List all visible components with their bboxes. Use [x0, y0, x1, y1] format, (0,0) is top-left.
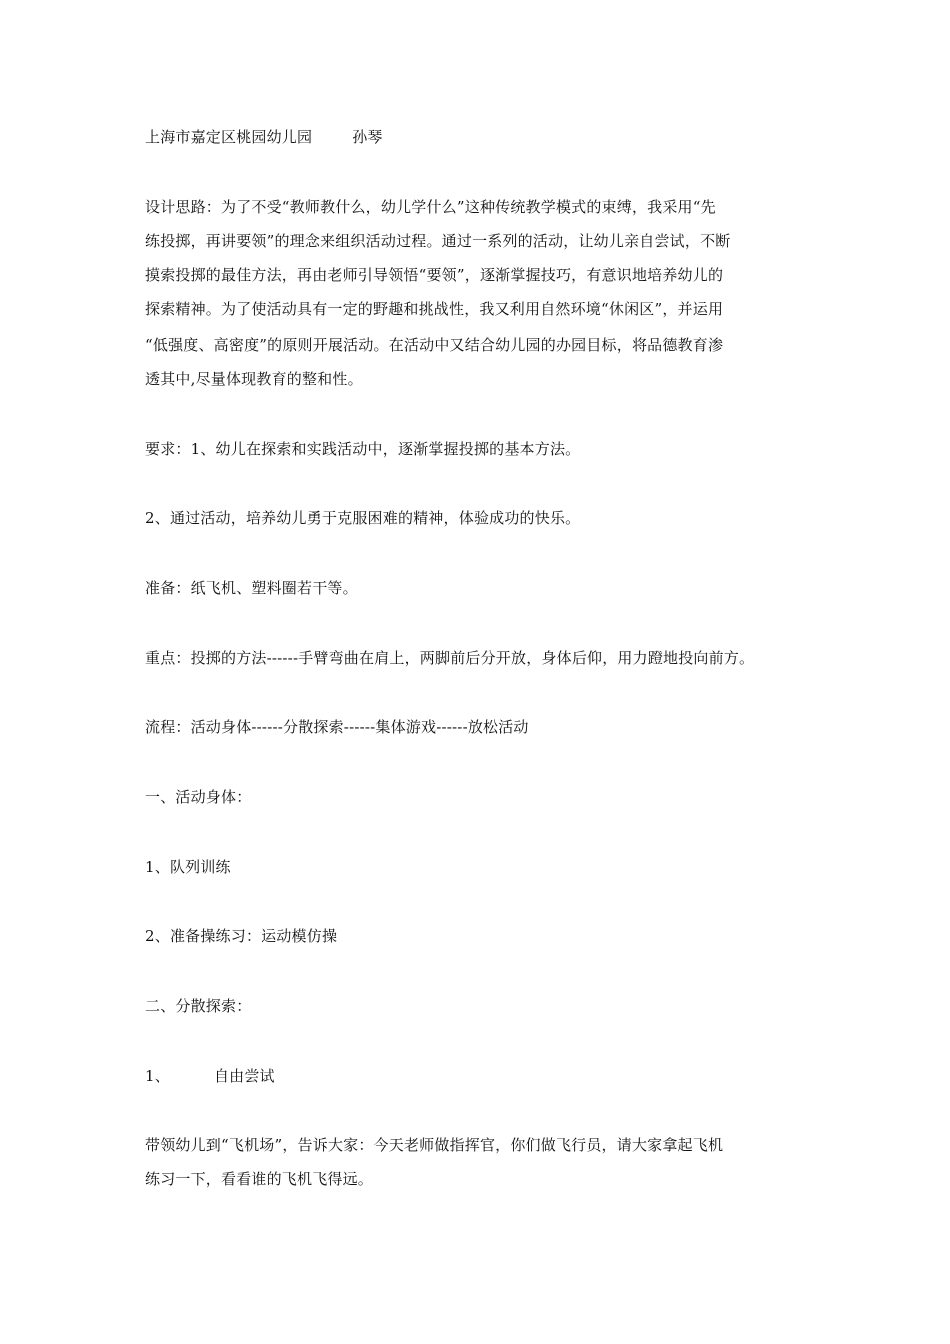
- key-point-line: 重点：投掷的方法------手臂弯曲在肩上，两脚前后分开放，身体后仰，用力蹬地投向前方。: [145, 649, 755, 667]
- process-line: 流程：活动身体------分散探索------集体游戏------放松活动: [145, 718, 529, 736]
- section1-item-1: 1、队列训练: [145, 858, 231, 876]
- requirement-1: 要求：1、幼儿在探索和实践活动中，逐渐掌握投掷的基本方法。: [145, 440, 581, 458]
- section1-title: 一、活动身体：: [145, 788, 252, 806]
- section2-item-1: [145, 1066, 275, 1086]
- section2-item-1-number: 1、: [145, 1067, 170, 1085]
- section2-item-1-text: 自由尝试: [213, 1067, 275, 1085]
- section1-item-2: 2、准备操练习：运动模仿操: [145, 927, 338, 945]
- design-line-1: 设计思路：为了不受“教师教什么，幼儿学什么”这种传统教学模式的束缚，我采用“先: [145, 198, 716, 216]
- school-name: 上海市嘉定区桃园幼儿园: [145, 128, 313, 146]
- section2-title: 二、分散探索：: [145, 997, 252, 1015]
- author-name: 孙琴: [352, 128, 383, 146]
- section2-para-line-2: 练习一下，看看谁的飞机飞得远。: [145, 1170, 374, 1188]
- section2-para-line-1: 带领幼儿到“飞机场”，告诉大家：今天老师做指挥官，你们做飞行员，请大家拿起飞机: [145, 1136, 724, 1154]
- design-line-5: “低强度、高密度”的原则开展活动。在活动中又结合幼儿园的办园目标，将品德教育渗: [145, 336, 724, 354]
- design-line-4: 探索精神。为了使活动具有一定的野趣和挑战性，我又利用自然环境“休闲区”，并运用: [145, 300, 724, 318]
- header-line: [145, 127, 383, 147]
- preparation-line: 准备：纸飞机、塑料圈若干等。: [145, 579, 358, 597]
- design-line-2: 练投掷，再讲要领”的理念来组织活动过程。通过一系列的活动，让幼儿亲自尝试，不断: [145, 232, 731, 250]
- design-line-6: 透其中,尽量体现教育的整和性。: [145, 370, 363, 388]
- design-line-3: 摸索投掷的最佳方法，再由老师引导领悟“要领”，逐渐掌握技巧，有意识地培养幼儿的: [145, 266, 724, 284]
- requirement-2: 2、通过活动，培养幼儿勇于克服困难的精神，体验成功的快乐。: [145, 509, 581, 527]
